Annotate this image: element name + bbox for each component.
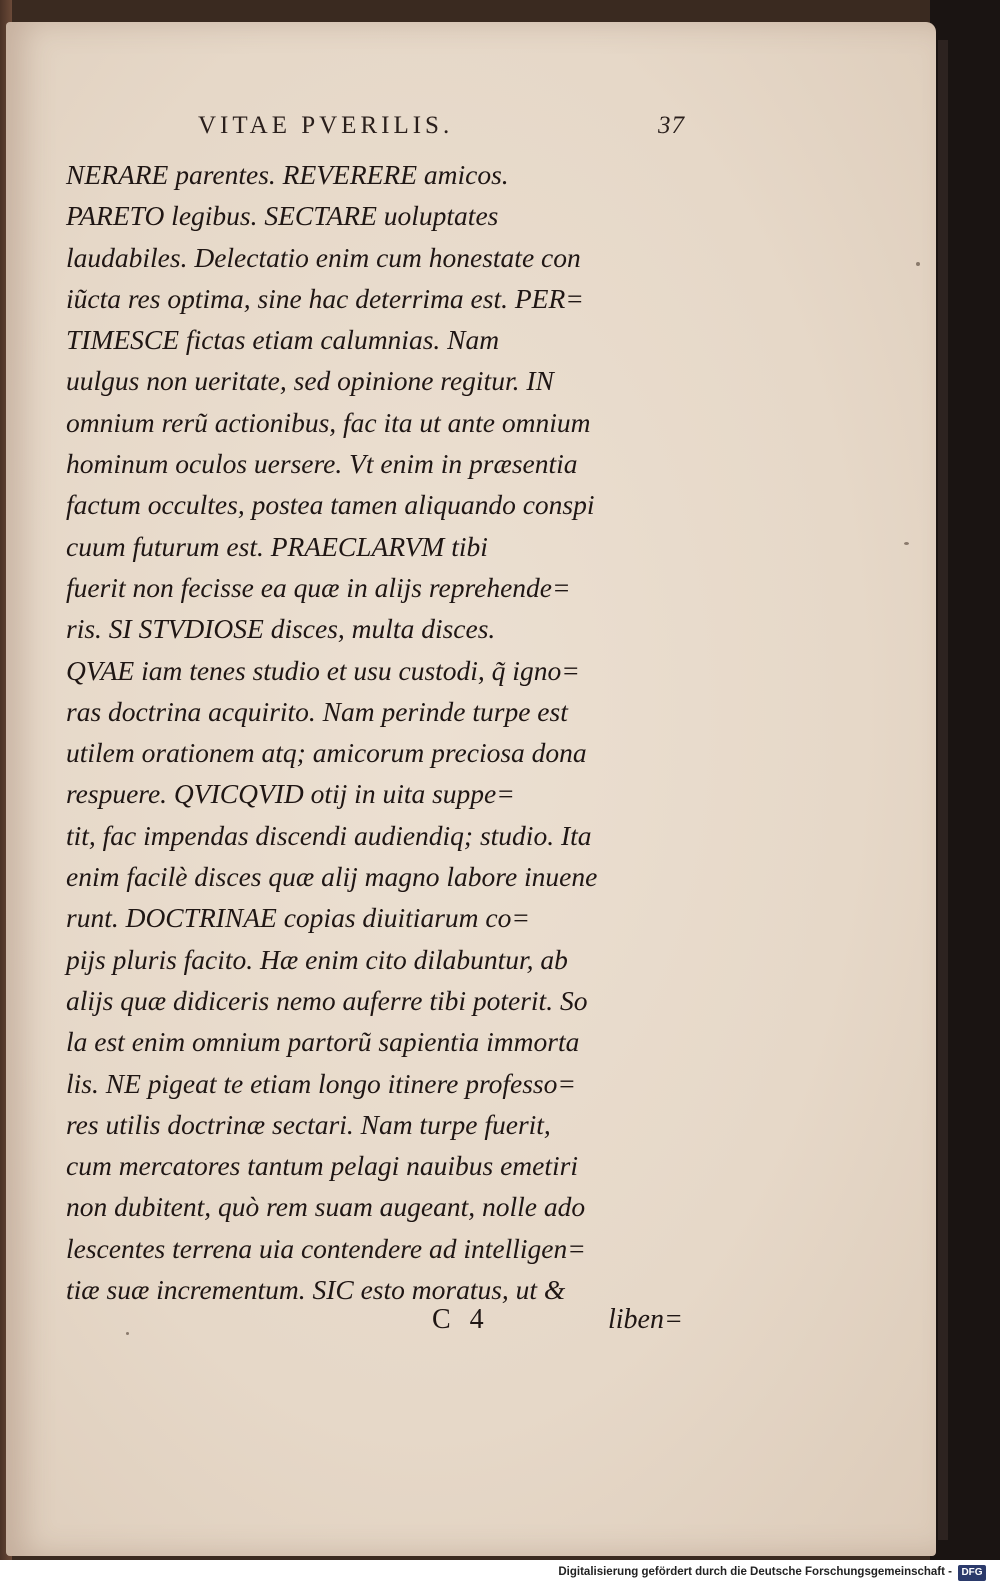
text-line: tit, fac impendas discendi audiendiq; studio. Ita bbox=[66, 819, 592, 851]
text-line: NERARE parentes. REVERERE amicos. bbox=[66, 159, 509, 190]
attribution-text: Digitalisierung gefördert durch die Deutsche Forschungsgemeinschaft - bbox=[558, 1566, 952, 1578]
text-line: res utilis doctrinæ sectari. Nam turpe fuerit, bbox=[66, 1108, 551, 1140]
running-head-title: VITAE PVERILIS. bbox=[198, 112, 454, 139]
text-line: ras doctrina acquirito. Nam perinde turpe est bbox=[66, 695, 568, 727]
text-line: pijs pluris facito. Hæ enim cito dilabuntur, ab bbox=[66, 943, 568, 975]
text-line: QVAE iam tenes studio et usu custodi, q̃ igno= bbox=[66, 654, 580, 686]
catchword: liben= bbox=[608, 1304, 683, 1335]
text-line: iũcta res optima, sine hac deterrima est. PER= bbox=[66, 282, 584, 314]
paper-speck bbox=[916, 262, 920, 266]
running-head bbox=[198, 112, 798, 148]
text-line: fuerit non fecisse ea quæ in alijs reprehende= bbox=[66, 571, 571, 603]
text-line: lis. NE pigeat te etiam longo itinere professo= bbox=[66, 1067, 576, 1099]
book-cover-edge bbox=[930, 0, 1000, 1560]
text-line: utilem orationem atq; amicorum preciosa dona bbox=[66, 737, 587, 769]
text-line: respuere. QVICQVID otij in uita suppe= bbox=[66, 778, 515, 810]
text-line: laudabiles. Delectatio enim cum honestate con bbox=[66, 241, 581, 273]
text-line: runt. DOCTRINAE copias diuitiarum co= bbox=[66, 902, 530, 934]
signature-mark: C 4 bbox=[432, 1304, 490, 1335]
paper-speck bbox=[126, 1332, 129, 1335]
text-line: tiæ suæ incrementum. SIC esto moratus, ut & bbox=[66, 1274, 566, 1306]
body-text bbox=[66, 154, 706, 1310]
text-line: la est enim omnium partorũ sapientia immorta bbox=[66, 1026, 580, 1058]
text-line: uulgus non ueritate, sed opinione regitur. IN bbox=[66, 365, 554, 397]
text-line: enim facilè disces quæ alij magno labore inuene bbox=[66, 861, 598, 893]
text-line: factum occultes, postea tamen aliquando conspi bbox=[66, 489, 595, 521]
paper-speck bbox=[904, 542, 909, 545]
text-line: cum mercatores tantum pelagi nauibus emetiri bbox=[66, 1150, 578, 1182]
text-line: TIMESCE fictas etiam calumnias. Nam bbox=[66, 324, 500, 356]
attribution-bar bbox=[0, 1560, 1000, 1588]
text-line: hominum oculos uersere. Vt enim in præsentia bbox=[66, 448, 578, 480]
text-line: non dubitent, quò rem suam augeant, nolle ado bbox=[66, 1191, 586, 1223]
dfg-logo-icon[interactable]: DFG bbox=[958, 1565, 986, 1581]
text-line: alijs quæ didiceris nemo auferre tibi poterit. So bbox=[66, 984, 588, 1016]
text-line: PARETO legibus. SECTARE uoluptates bbox=[66, 200, 499, 232]
text-line: cuum futurum est. PRAECLARVM tibi bbox=[66, 530, 488, 562]
text-line: ris. SI STVDIOSE disces, multa disces. bbox=[66, 613, 496, 645]
text-line: lescentes terrena uia contendere ad intelligen= bbox=[66, 1232, 586, 1264]
page-number: 37 bbox=[658, 112, 685, 139]
text-line: omnium rerũ actionibus, fac ita ut ante omnium bbox=[66, 406, 591, 438]
